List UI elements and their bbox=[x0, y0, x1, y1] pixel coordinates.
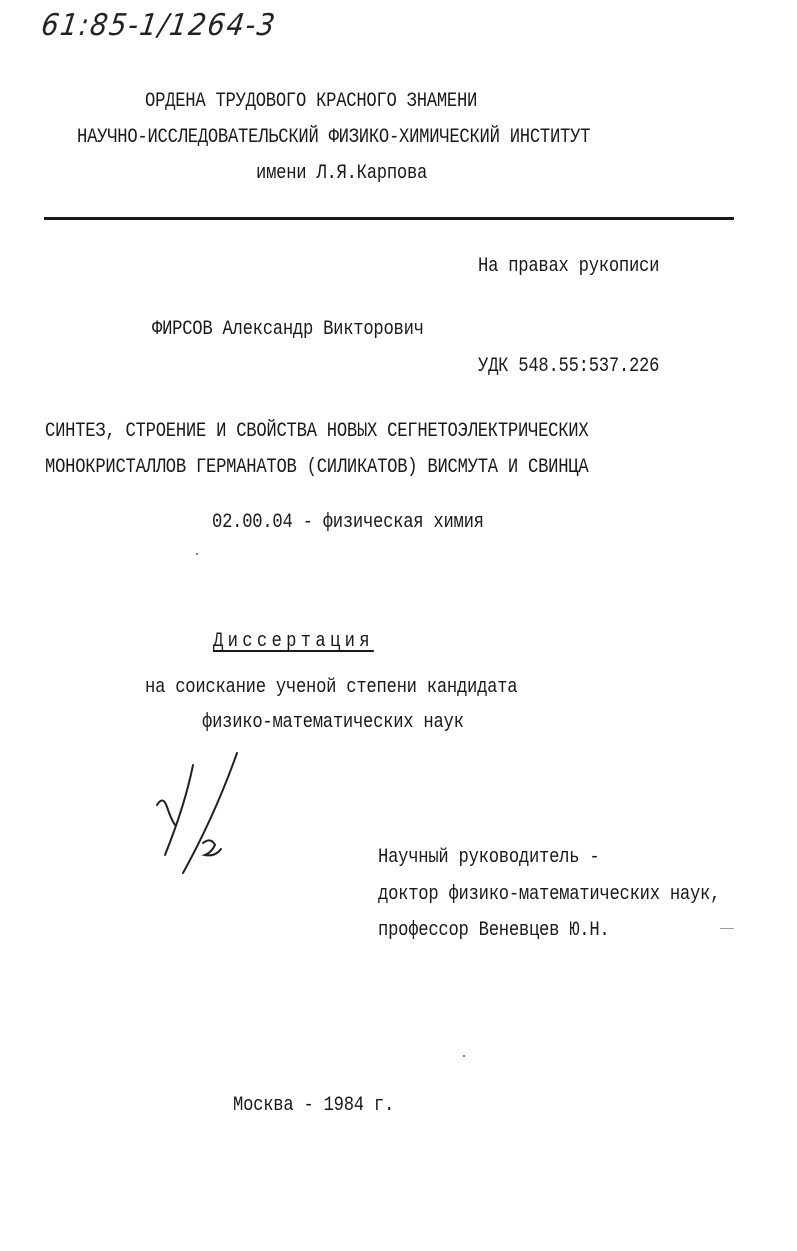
institute-name-line: НАУЧНО-ИССЛЕДОВАТЕЛЬСКИЙ ФИЗИКО-ХИМИЧЕСКИЙ ИНСТИТУТ bbox=[77, 126, 591, 149]
thesis-title-line-2: МОНОКРИСТАЛЛОВ ГЕРМАНАТОВ (СИЛИКАТОВ) ВИСМУТА И СВИНЦА bbox=[45, 456, 589, 479]
supervisor-degree: доктор физико-математических наук, bbox=[378, 883, 721, 906]
institute-named-after-line: имени Л.Я.Карпова bbox=[256, 162, 428, 185]
udc-code: УДК 548.55:537.226 bbox=[478, 355, 660, 378]
thesis-title-line-1: СИНТЕЗ, СТРОЕНИЕ И СВОЙСТВА НОВЫХ СЕГНЕТОЭЛЕКТРИЧЕСКИХ bbox=[45, 420, 589, 443]
institute-order-line: ОРДЕНА ТРУДОВОГО КРАСНОГО ЗНАМЕНИ bbox=[145, 90, 478, 113]
document-type: Диссертация bbox=[213, 630, 374, 653]
manuscript-note: На правах рукописи bbox=[478, 255, 660, 278]
degree-purpose-line-2: физико-математических наук bbox=[202, 711, 464, 734]
archive-number-handwritten: 61:85-1/1264-3 bbox=[39, 8, 279, 43]
header-divider bbox=[44, 217, 734, 220]
scan-speck bbox=[196, 553, 198, 555]
signature-handwritten bbox=[145, 745, 245, 885]
supervisor-label: Научный руководитель - bbox=[378, 846, 600, 869]
author-name: ФИРСОВ Александр Викторович bbox=[152, 318, 424, 341]
scan-speck bbox=[463, 1055, 465, 1057]
degree-purpose-line-1: на соискание ученой степени кандидата bbox=[145, 676, 518, 699]
specialty-code: 02.00.04 - физическая химия bbox=[212, 511, 484, 534]
supervisor-name: профессор Веневцев Ю.Н. bbox=[378, 919, 610, 942]
place-and-year: Москва - 1984 г. bbox=[233, 1094, 395, 1117]
scan-speck bbox=[720, 928, 734, 929]
